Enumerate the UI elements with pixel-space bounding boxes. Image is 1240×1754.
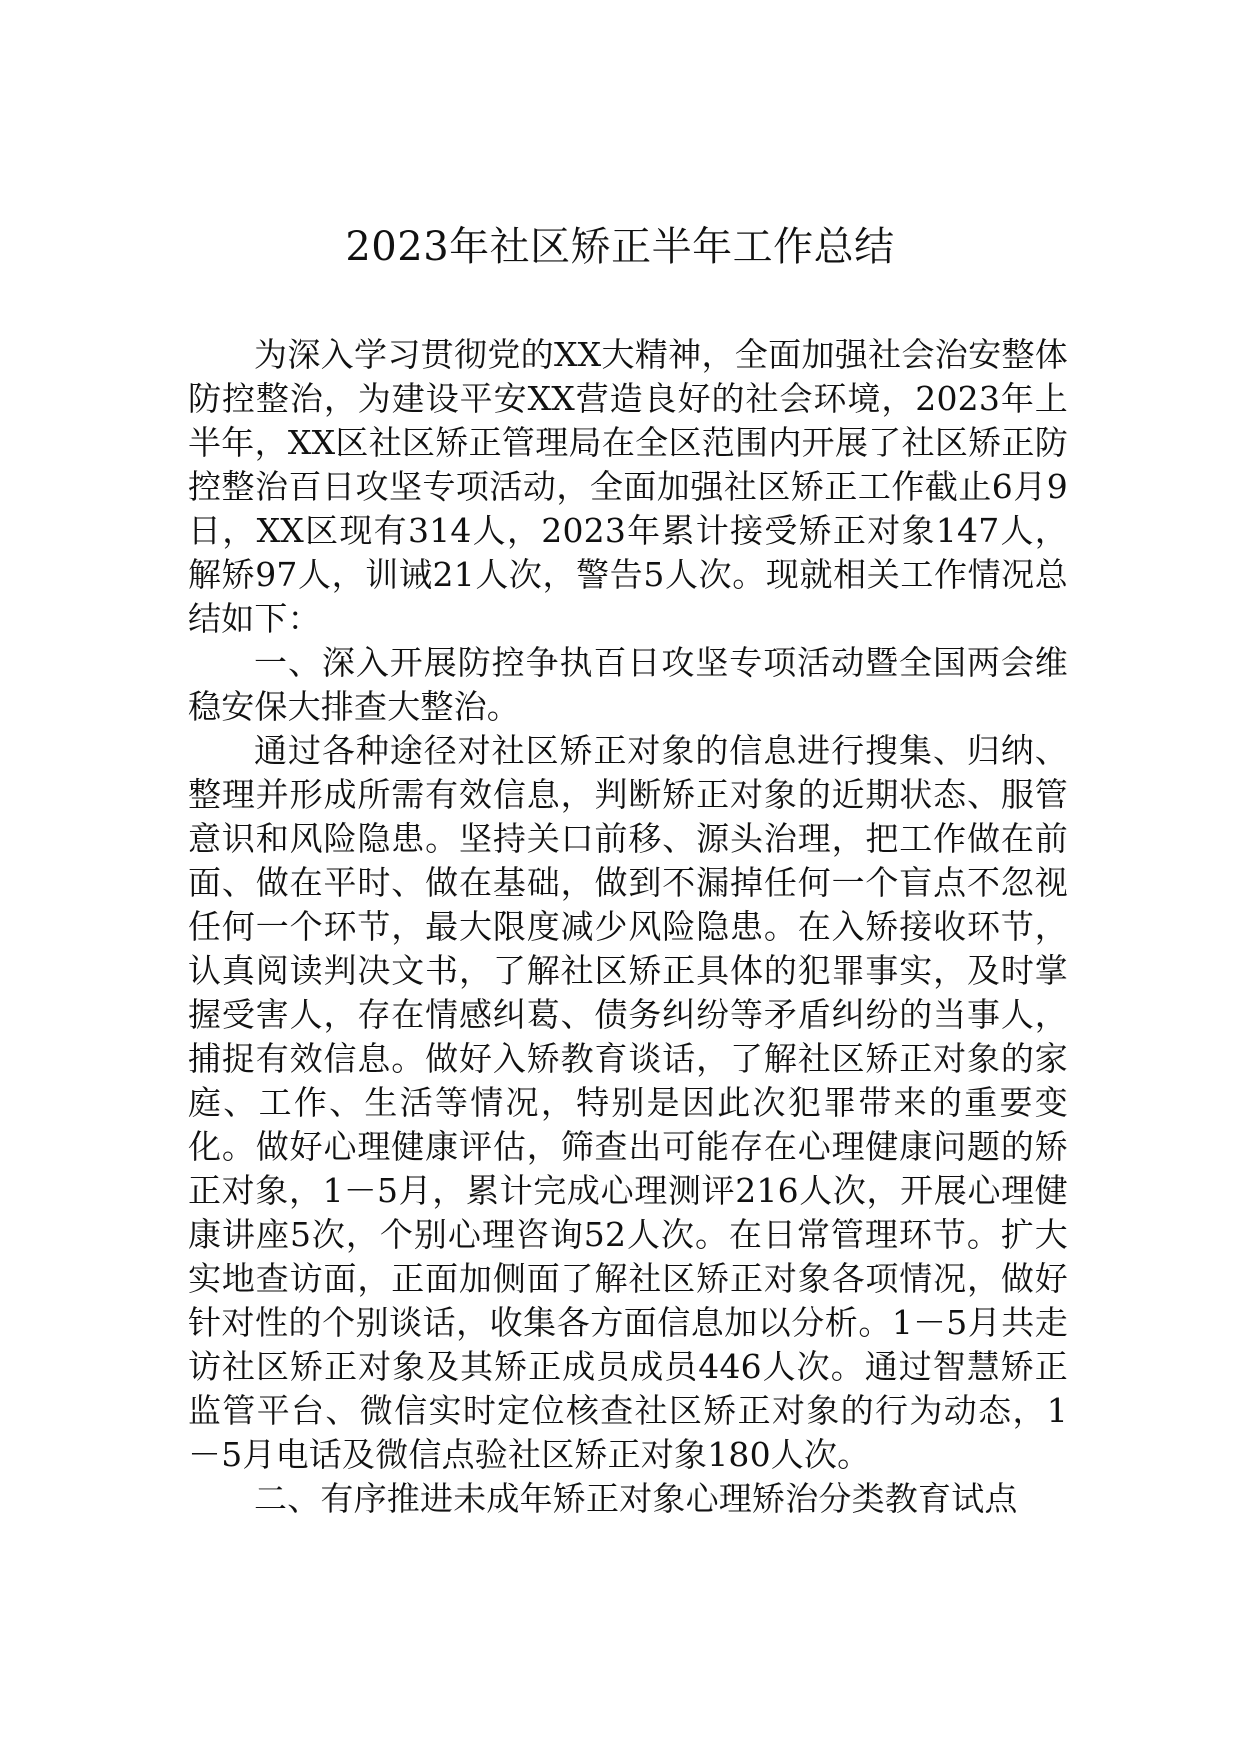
- section-heading-2: 二、有序推进未成年矫正对象心理矫治分类教育试点: [254, 1479, 1018, 1518]
- document-body: [188, 333, 1068, 1521]
- document-title: 2023年社区矫正半年工作总结: [345, 224, 895, 270]
- intro-paragraph: 为深入学习贯彻党的XX大精神，全面加强社会治安整体防控整治，为建设平安XX营造良好的社会环境，2023年上半年，XX区社区矫正管理局在全区范围内开展了社区矫正防控整治百日攻坚专项活动，全面加强社区矫正工作截止6月9日，XX区现有314人，2023年累计接受矫正对象147人，解矫97人，训诫21人次，警告5人次。现就相关工作情况总结如下：: [188, 335, 1068, 638]
- section-1-paragraph: 通过各种途径对社区矫正对象的信息进行搜集、归纳、整理并形成所需有效信息，判断矫正对象的近期状态、服管意识和风险隐患。坚持关口前移、源头治理，把工作做在前面、做在平时、做在基础，做到不漏掉任何一个盲点不忽视任何一个环节，最大限度减少风险隐患。在入矫接收环节，认真阅读判决文书，了解社区矫正具体的犯罪事实，及时掌握受害人，存在情感纠葛、债务纠纷等矛盾纠纷的当事人，捕捉有效信息。做好入矫教育谈话，了解社区矫正对象的家庭、工作、生活等情况，特别是因此次犯罪带来的重要变化。做好心理健康评估，筛查出可能存在心理健康问题的矫正对象，1－5月，累计完成心理测评216人次，开展心理健康讲座5次，个别心理咨询52人次。在日常管理环节。扩大实地查访面，正面加侧面了解社区矫正对象各项情况，做好针对性的个别谈话，收集各方面信息加以分析。1－5月共走访社区矫正对象及其矫正成员成员446人次。通过智慧矫正监管平台、微信实时定位核查社区矫正对象的行为动态，1－5月电话及微信点验社区矫正对象180人次。: [188, 731, 1068, 1474]
- section-heading-1: 一、深入开展防控争执百日攻坚专项活动暨全国两会维稳安保大排查大整治。: [188, 643, 1068, 726]
